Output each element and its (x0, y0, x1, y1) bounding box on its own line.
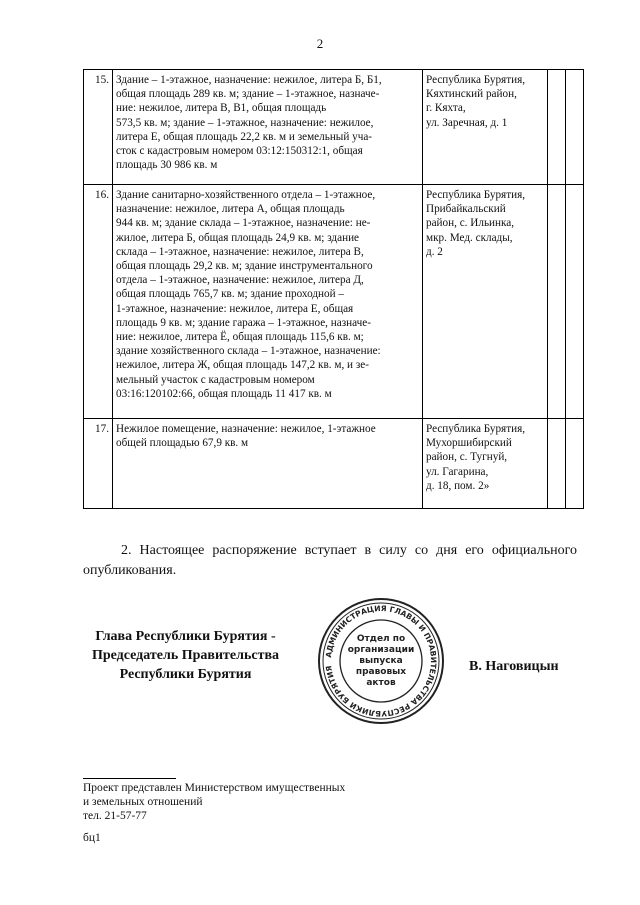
address-line: д. 18, пом. 2» (426, 479, 490, 492)
address-line: г. Кяхта, (426, 102, 466, 115)
stamp-center-text: Отдел по (356, 634, 406, 644)
address-line: Республика Бурятия, (426, 189, 526, 201)
document-initials: бц1 (83, 832, 101, 844)
signer-title-line: Председатель Правительства (91, 648, 280, 663)
row-number: 16. (84, 185, 113, 419)
description-line: ние: нежилое, литера В, В1, общая площадь (116, 102, 327, 115)
description-line: 573,5 кв. м; здание – 1-этажное, назначение: нежилое, (116, 116, 374, 129)
row-number: 17. (84, 419, 113, 509)
official-stamp (316, 596, 446, 726)
address-line: д. 2 (426, 245, 443, 258)
description-line: Здание – 1-этажное, назначение: нежилое, литера Б, Б1, (116, 74, 382, 86)
stamp-center-text: правовых (355, 667, 407, 677)
description-line: здание хозяйственного склада – 1-этажное, назначение: (116, 345, 381, 358)
description-line: общая площадь 289 кв. м; здание – 1-этажное, назначе- (116, 88, 380, 101)
description-line: склада – 1-этажное, назначение: нежилое, литера В, (116, 245, 364, 258)
empty-cell (566, 70, 584, 185)
description-line: общей площадью 67,9 кв. м (116, 437, 249, 450)
description-line: площадь 30 986 кв. м (116, 159, 218, 172)
empty-cell (548, 419, 566, 509)
property-description (113, 419, 423, 509)
property-description (113, 185, 423, 419)
description-line: 1-этажное, назначение: нежилое, литера Е, общая (116, 302, 354, 315)
table-row (84, 185, 584, 419)
property-table (83, 69, 584, 509)
empty-cell (548, 70, 566, 185)
description-line: нежилое, литера Ж, общая площадь 147,2 кв. м, и зе- (116, 359, 369, 372)
footnote (83, 781, 345, 823)
stamp-center-text: организации (347, 645, 415, 655)
footnote-divider (83, 778, 176, 779)
empty-cell (566, 419, 584, 509)
property-address (423, 419, 548, 509)
address-line: Прибайкальский (426, 203, 506, 216)
address-line: ул. Гагарина, (426, 465, 489, 478)
footnote-line: тел. 21-57-77 (83, 810, 147, 822)
description-line: ние: нежилое, литера Ё, общая площадь 115,6 кв. м; (116, 331, 364, 344)
description-line: мельный участок с кадастровым номером (116, 373, 315, 386)
description-line: назначение: нежилое, литера А, общая площадь (116, 203, 345, 216)
signer-title-line: Глава Республики Бурятия - (95, 629, 276, 644)
description-line: Здание санитарно-хозяйственного отдела – 1-этажное, (116, 189, 376, 201)
address-line: район, с. Тугнуй, (426, 451, 508, 464)
description-line: площадь 9 кв. м; здание гаража – 1-этажное, назначе- (116, 316, 371, 329)
address-line: Мухоршибирский (426, 437, 512, 450)
page-number: 2 (316, 36, 324, 51)
description-line: сток с кадастровым номером 03:12:150312:1, общая (116, 145, 363, 158)
description-line: 944 кв. м; здание склада – 1-этажное, назначение: не- (116, 217, 371, 230)
address-line: район, с. Ильинка, (426, 217, 515, 230)
property-address (423, 70, 548, 185)
stamp-ring-text: АДМИНИСТРАЦИЯ ГЛАВЫ И ПРАВИТЕЛЬСТВА РЕСПУБЛИКИ БУРЯТИЯ (324, 603, 439, 719)
address-line: Республика Бурятия, (426, 423, 526, 435)
footnote-line: Проект представлен Министерством имущественных (83, 782, 346, 794)
table-row (84, 419, 584, 509)
description-line: общая площадь 765,7 кв. м; здание проходной – (116, 288, 345, 301)
description-line: литера Е, общая площадь 22,2 кв. м и земельный уча- (116, 130, 373, 143)
address-line: ул. Заречная, д. 1 (426, 116, 508, 129)
address-line: Кяхтинский район, (426, 88, 517, 101)
address-line: мкр. Мед. склады, (426, 231, 513, 244)
empty-cell (548, 185, 566, 419)
effective-date-paragraph: 2. Настоящее распоряжение вступает в силу со дня его официального опубликования. (83, 543, 577, 578)
signer-title (83, 627, 288, 684)
signer-name: В. Наговицын (469, 659, 559, 674)
empty-cell (566, 185, 584, 419)
description-line: Нежилое помещение, назначение: нежилое, 1-этажное (116, 423, 376, 435)
signer-title-line: Республики Бурятия (119, 667, 252, 682)
address-line: Республика Бурятия, (426, 74, 526, 86)
table-row (84, 70, 584, 185)
property-description (113, 70, 423, 185)
property-address (423, 185, 548, 419)
description-line: отдела – 1-этажное, назначение: нежилое, литера Д, (116, 274, 364, 287)
footnote-line: и земельных отношений (83, 796, 203, 808)
stamp-center-text: актов (366, 678, 396, 688)
description-line: 03:16:120102:66, общая площадь 11 417 кв. м (116, 387, 332, 400)
stamp-center-text: выпуска (359, 656, 403, 666)
row-number: 15. (84, 70, 113, 185)
description-line: жилое, литера Б, общая площадь 24,9 кв. м; здание (116, 231, 360, 244)
description-line: общая площадь 29,2 кв. м; здание инструментального (116, 260, 373, 273)
